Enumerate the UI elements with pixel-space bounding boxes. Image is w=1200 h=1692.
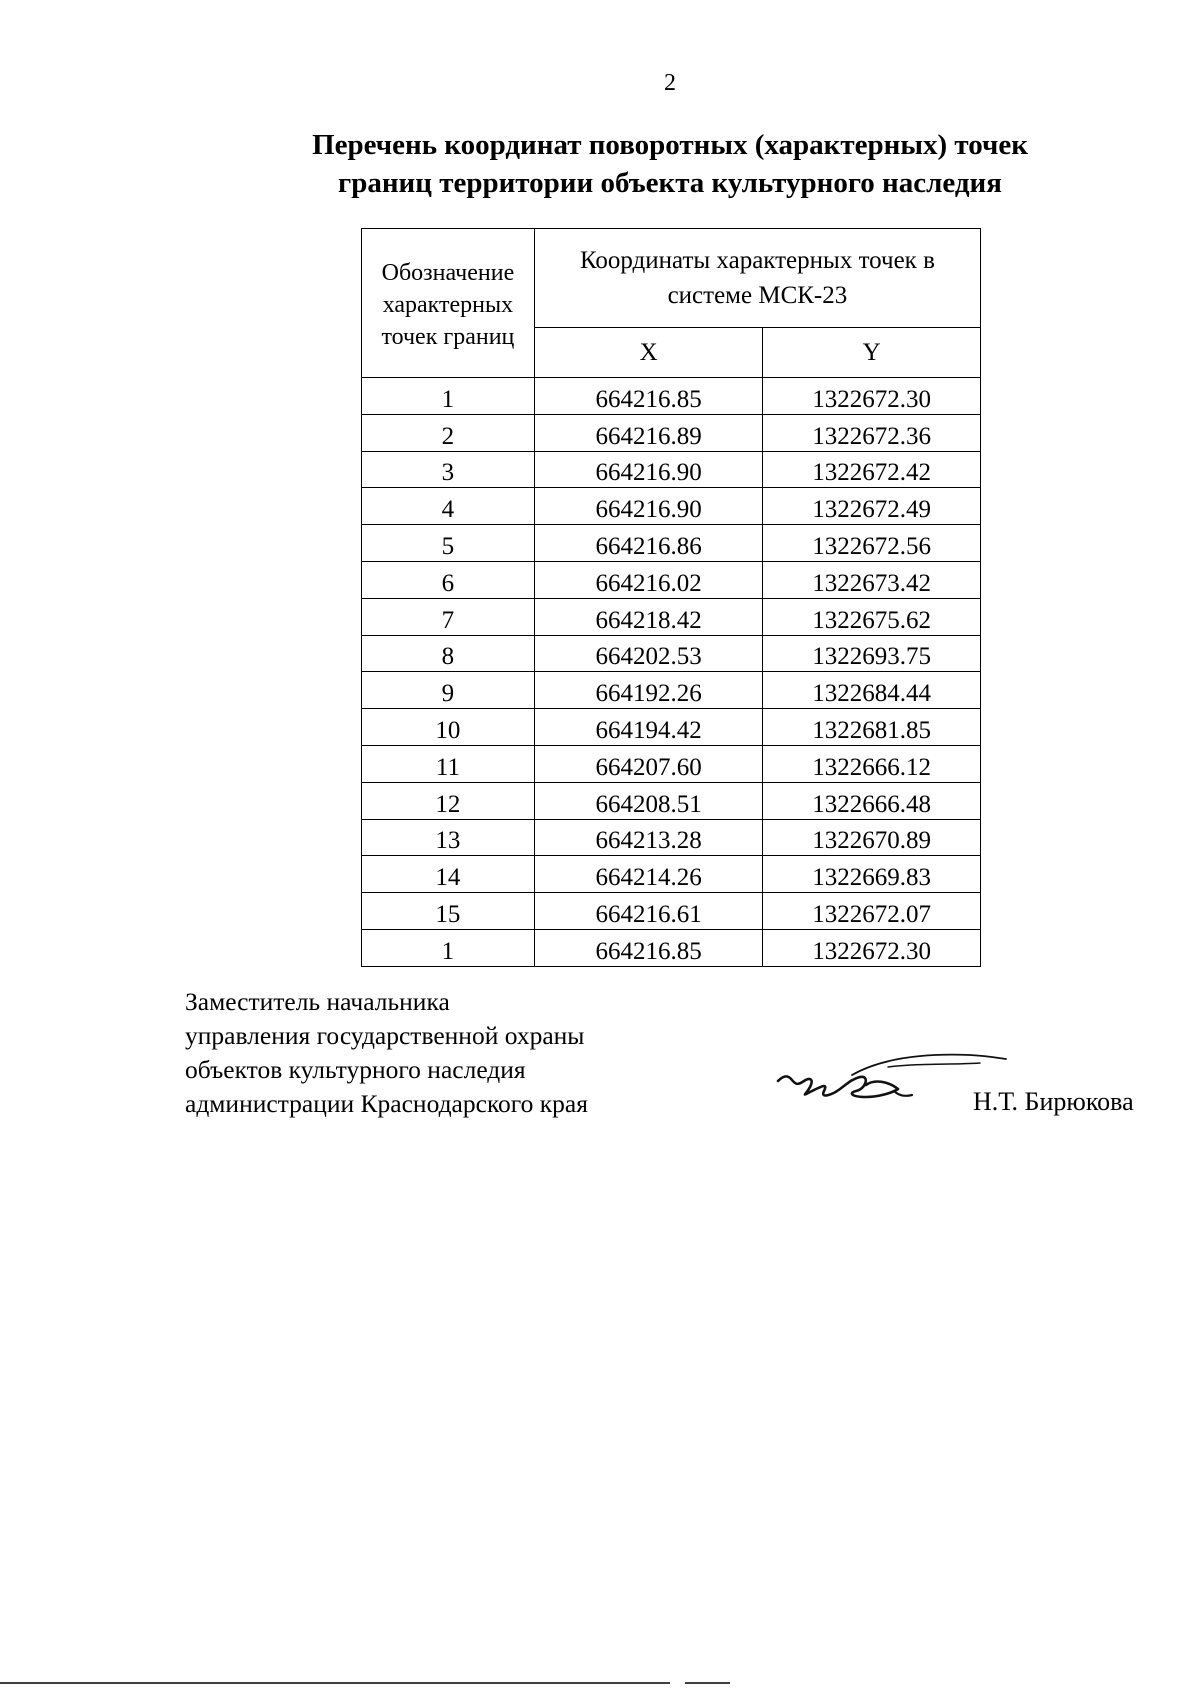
cell-y: 1322672.30: [763, 929, 981, 966]
header-x: X: [534, 328, 763, 378]
cell-y: 1322681.85: [763, 709, 981, 746]
signatory-name: Н.Т. Бирюкова: [973, 1087, 1134, 1116]
table-row: [362, 378, 981, 415]
cell-y: 1322669.83: [763, 856, 981, 893]
cell-point: 7: [362, 598, 535, 635]
page-number: 2: [664, 70, 676, 96]
cell-point: 1: [362, 378, 535, 415]
cell-y: 1322670.89: [763, 819, 981, 856]
signatory-position-line: объектов культурного наследия: [185, 1055, 526, 1084]
table-row: [362, 745, 981, 782]
table-row: [362, 451, 981, 488]
cell-y: 1322693.75: [763, 635, 981, 672]
cell-y: 1322672.36: [763, 414, 981, 451]
cell-y: 1322672.30: [763, 378, 981, 415]
cell-point: 14: [362, 856, 535, 893]
cell-y: 1322672.49: [763, 488, 981, 525]
cell-point: 4: [362, 488, 535, 525]
header-y: Y: [763, 328, 981, 378]
table-row: [362, 929, 981, 966]
coordinates-table: [361, 228, 981, 967]
cell-y: 1322666.12: [763, 745, 981, 782]
header-point-designation: Обозначение характерных точек границ: [362, 229, 535, 378]
cell-x: 664208.51: [534, 782, 763, 819]
signatory-position-line: управления государственной охраны: [185, 1021, 585, 1050]
table-row: [362, 819, 981, 856]
signatory-position-line: администрации Краснодарского края: [185, 1089, 588, 1118]
table-row: [362, 856, 981, 893]
title-line-2: границ территории объекта культурного наследия: [338, 167, 1002, 199]
cell-x: 664216.61: [534, 893, 763, 930]
cell-y: 1322666.48: [763, 782, 981, 819]
cell-x: 664216.02: [534, 561, 763, 598]
cell-y: 1322684.44: [763, 672, 981, 709]
cell-x: 664213.28: [534, 819, 763, 856]
cell-point: 3: [362, 451, 535, 488]
cell-point: 13: [362, 819, 535, 856]
signatory-position: [185, 985, 588, 1121]
table-row: [362, 525, 981, 562]
cell-point: 9: [362, 672, 535, 709]
table-row: [362, 414, 981, 451]
cell-point: 6: [362, 561, 535, 598]
table-row: [362, 672, 981, 709]
cell-point: 1: [362, 929, 535, 966]
table-row: [362, 635, 981, 672]
header-coordinates: Координаты характерных точек в системе МСК-23: [534, 229, 980, 328]
title-line-1: Перечень координат поворотных (характерных) точек: [312, 129, 1028, 161]
footer-rule: [0, 1680, 1200, 1686]
cell-point: 5: [362, 525, 535, 562]
cell-x: 664216.90: [534, 488, 763, 525]
table-row: [362, 598, 981, 635]
cell-x: 664214.26: [534, 856, 763, 893]
cell-y: 1322675.62: [763, 598, 981, 635]
table-row: [362, 709, 981, 746]
cell-x: 664216.89: [534, 414, 763, 451]
cell-y: 1322673.42: [763, 561, 981, 598]
cell-point: 11: [362, 745, 535, 782]
cell-x: 664202.53: [534, 635, 763, 672]
cell-point: 2: [362, 414, 535, 451]
table-row: [362, 488, 981, 525]
cell-x: 664207.60: [534, 745, 763, 782]
cell-y: 1322672.56: [763, 525, 981, 562]
cell-y: 1322672.42: [763, 451, 981, 488]
cell-x: 664216.85: [534, 378, 763, 415]
cell-y: 1322672.07: [763, 893, 981, 930]
document-title: [0, 126, 1200, 202]
signatory-position-line: Заместитель начальника: [185, 987, 450, 1016]
cell-point: 8: [362, 635, 535, 672]
cell-x: 664216.90: [534, 451, 763, 488]
cell-point: 12: [362, 782, 535, 819]
table-row: [362, 893, 981, 930]
cell-point: 15: [362, 893, 535, 930]
cell-x: 664218.42: [534, 598, 763, 635]
table-row: [362, 782, 981, 819]
coordinates-table-body: [362, 378, 981, 967]
table-row: [362, 561, 981, 598]
cell-x: 664216.86: [534, 525, 763, 562]
cell-x: 664192.26: [534, 672, 763, 709]
cell-point: 10: [362, 709, 535, 746]
cell-x: 664216.85: [534, 929, 763, 966]
cell-x: 664194.42: [534, 709, 763, 746]
